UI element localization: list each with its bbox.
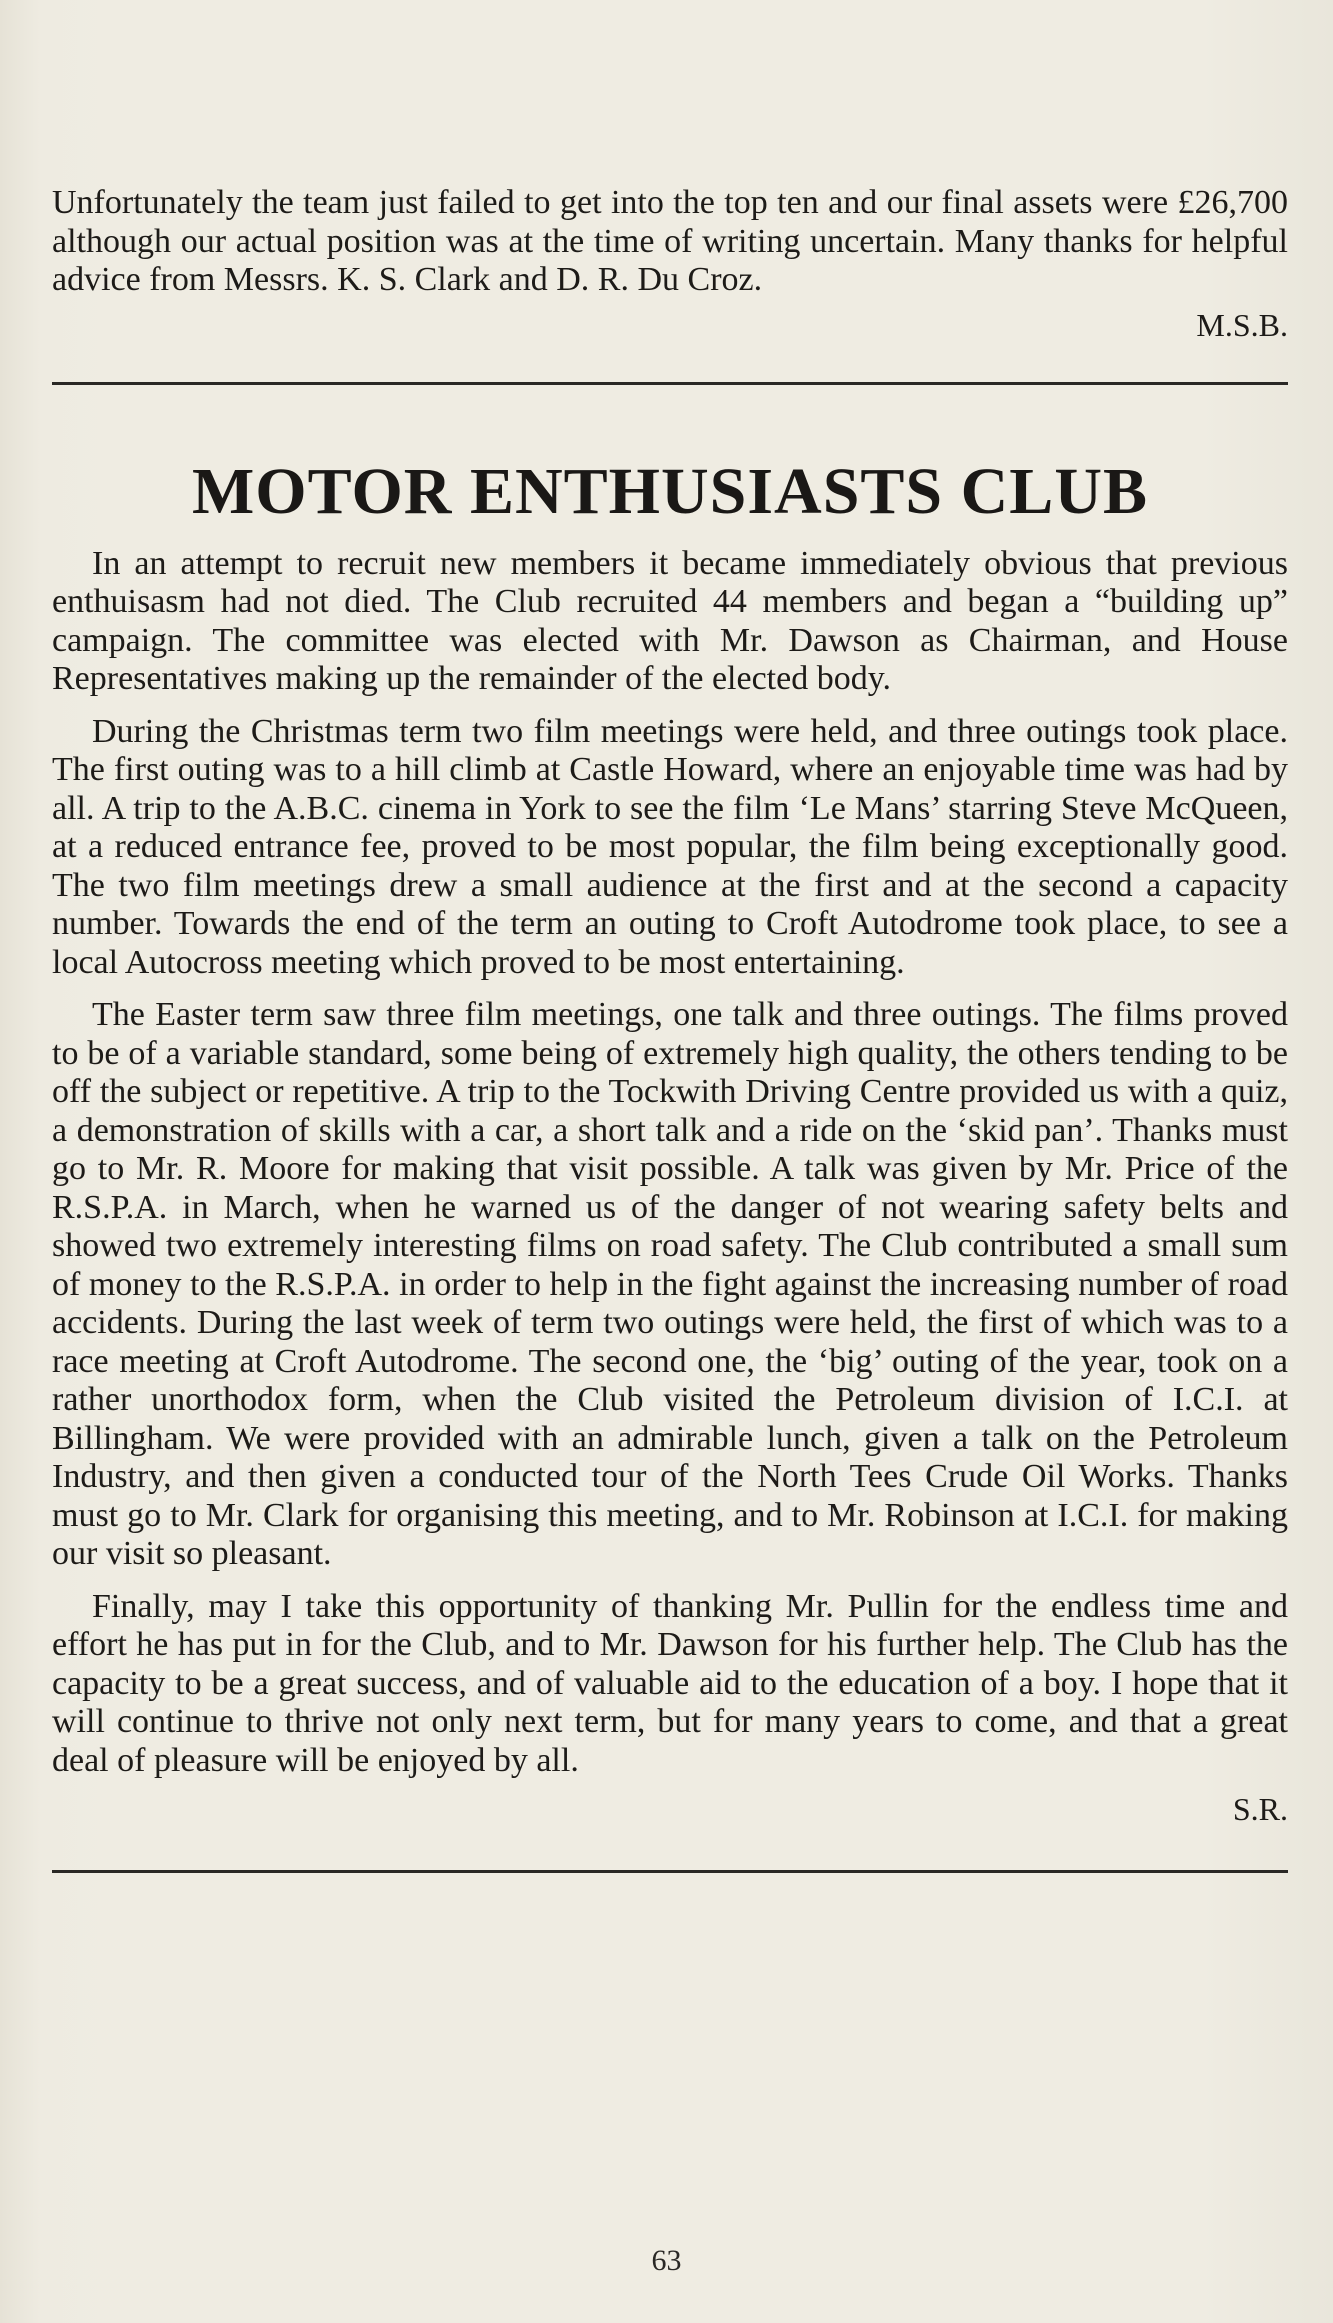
section-paragraph-3: The Easter term saw three film meetings, one talk and three outings. The films proved to be of a variable standard, some being of extremely high quality, the others tending to be off the subject or repetitive. A trip to the Tockwith Driving Centre provided us with a quiz, a demonstration of skills with a car, a short talk and a ride on the ‘skid pan’. Thanks must go to Mr. R. Moore for making that visit possible. A talk was given by Mr. Price of the R.S.P.A. in March, when he warned us of the danger of not wearing safety belts and showed two extremely interesting films on road safety. The Club contributed a small sum of money to the R.S.P.A. in order to help in the fight against the increasing number of road accidents. During the last week of term two outings were held, the first of which was to a race meeting at Croft Autodrome. The second one, the ‘big’ outing of the year, took on a rather unorthodox form, when the Club visited the Petroleum division of I.C.I. at Billingham. We were provided with an admirable lunch, given a talk on the Petroleum Industry, and then given a conducted tour of the North Tees Crude Oil Works. Thanks must go to Mr. Clark for organising this meeting, and to Mr. Robinson at I.C.I. for making our visit so pleasant. — [52, 996, 1288, 1572]
section-divider-top — [52, 382, 1288, 385]
intro-signature: M.S.B. — [1196, 306, 1288, 343]
section-paragraph-1: In an attempt to recruit new members it became immediately obvious that previous enthuisasm had not died. The Club recruited 44 members and began a “building up” campaign. The committee was elected with Mr. Dawson as Chairman, and House Representatives making up the remainder of the elected body. — [52, 544, 1288, 697]
section-paragraph-4: Finally, may I take this opportunity of thanking Mr. Pullin for the endless time and effort he has put in for the Club, and to Mr. Dawson for his further help. The Club has the capacity to be a great success, and of valuable aid to the education of a boy. I hope that it will continue to thrive not only next term, but for many years to come, and that a great deal of pleasure will be enjoyed by all. — [52, 1587, 1288, 1779]
section-paragraph-2: During the Christmas term two film meetings were held, and three outings took place. The first outing was to a hill climb at Castle Howard, where an enjoyable time was had by all. A trip to the A.B.C. cinema in York to see the film ‘Le Mans’ starring Steve McQueen, at a reduced entrance fee, proved to be most popular, the film being exceptionally good. The two film meetings drew a small audience at the first and at the second a capacity number. Towards the end of the term an outing to Croft Autodrome took place, to see a local Autocross meeting which proved to be most entertaining. — [52, 712, 1288, 981]
page-content — [52, 184, 1288, 1873]
page-number: 63 — [651, 2244, 682, 2277]
section-body — [52, 545, 1288, 1781]
section-signature: S.R. — [1232, 1791, 1288, 1827]
intro-paragraph: Unfortunately the team just failed to get into the top ten and our final assets were £26,700 although our actual position was at the time of writing uncertain. Many thanks for helpful advice from Messrs. K. S. Clark and D. R. Du Croz. — [52, 184, 1288, 298]
section-divider-bottom — [52, 1870, 1288, 1873]
section-title: MOTOR ENTHUSIASTS CLUB — [191, 454, 1149, 528]
